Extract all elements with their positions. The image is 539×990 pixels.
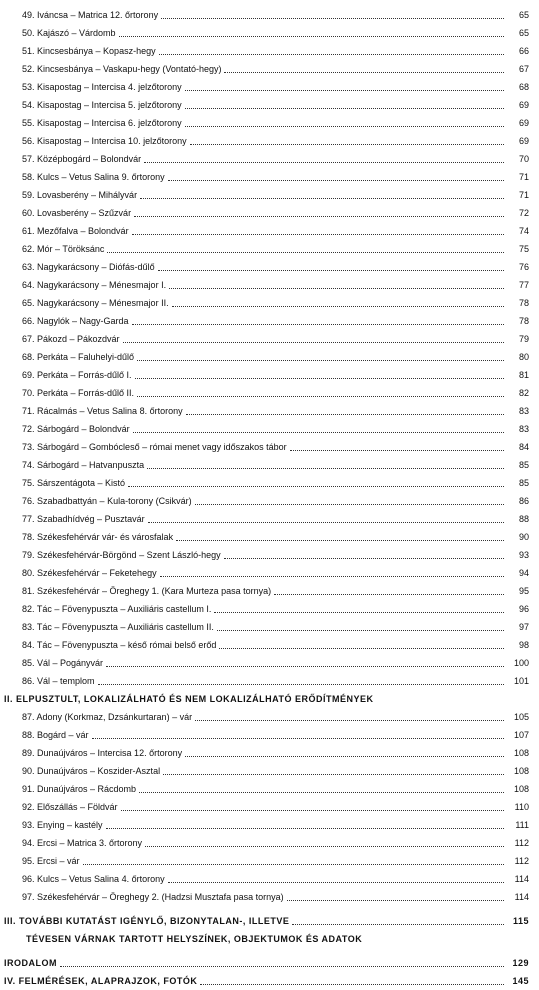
leader-dots bbox=[148, 521, 504, 523]
leader-dots bbox=[292, 923, 504, 925]
leader-dots bbox=[287, 899, 504, 901]
entry-title: 62. Mór – Töröksánc bbox=[22, 244, 105, 254]
leader-dots bbox=[145, 845, 504, 847]
entry-title: 59. Lovasberény – Mihályvár bbox=[22, 190, 138, 200]
leader-dots bbox=[137, 395, 504, 397]
page-number: 84 bbox=[518, 442, 529, 452]
leader-dots bbox=[214, 611, 504, 613]
toc-entry[interactable] bbox=[0, 420, 539, 438]
toc-entry[interactable] bbox=[0, 546, 539, 564]
toc-entry[interactable] bbox=[0, 780, 539, 798]
leader-dots bbox=[121, 809, 504, 811]
entry-title: 97. Székesfehérvár – Öreghegy 2. (Hadzsi Musztafa pasa tornya) bbox=[22, 892, 284, 902]
entry-title: 66. Nagylók – Nagy-Garda bbox=[22, 316, 129, 326]
page-number: 110 bbox=[514, 802, 529, 812]
toc-list-part1 bbox=[0, 6, 539, 690]
entry-title: 96. Kulcs – Vetus Salina 4. őrtorony bbox=[22, 874, 165, 884]
page-number: 85 bbox=[518, 478, 529, 488]
page-number: 96 bbox=[518, 604, 529, 614]
toc-entry[interactable] bbox=[0, 24, 539, 42]
entry-title: 81. Székesfehérvár – Öreghegy 1. (Kara Murteza pasa tornya) bbox=[22, 586, 272, 596]
leader-dots bbox=[185, 89, 504, 91]
entry-title: 54. Kisapostag – Intercisa 5. jelzőtorony bbox=[22, 100, 182, 110]
leader-dots bbox=[190, 143, 504, 145]
page-number: 90 bbox=[518, 532, 529, 542]
page-number: 68 bbox=[518, 82, 529, 92]
toc-entry[interactable] bbox=[0, 96, 539, 114]
leader-dots bbox=[172, 305, 504, 307]
toc-entry[interactable] bbox=[0, 564, 539, 582]
toc-entry[interactable] bbox=[0, 456, 539, 474]
leader-dots bbox=[195, 503, 504, 505]
leader-dots bbox=[98, 683, 504, 685]
page-number: 88 bbox=[518, 514, 529, 524]
page-number: 101 bbox=[513, 676, 529, 686]
entry-title: 83. Tác – Fövenypuszta – Auxiliáris castellum II. bbox=[22, 622, 214, 632]
section-heading-3-continuation bbox=[0, 930, 539, 948]
page-number: 72 bbox=[518, 208, 529, 218]
page-number: 112 bbox=[514, 856, 529, 866]
toc-entry[interactable] bbox=[0, 330, 539, 348]
entry-title: 85. Vál – Pogányvár bbox=[22, 658, 104, 668]
page-number: 129 bbox=[512, 958, 529, 968]
toc-entry[interactable] bbox=[0, 204, 539, 222]
leader-dots bbox=[185, 125, 504, 127]
leader-dots bbox=[195, 719, 504, 721]
toc-entry[interactable] bbox=[0, 492, 539, 510]
page-number: 71 bbox=[518, 190, 529, 200]
toc-entry[interactable] bbox=[0, 366, 539, 384]
section-title: IV. FELMÉRÉSEK, ALAPRAJZOK, FOTÓK bbox=[4, 976, 198, 986]
page-number: 94 bbox=[518, 568, 529, 578]
entry-title: 58. Kulcs – Vetus Salina 9. őrtorony bbox=[22, 172, 165, 182]
toc-entry[interactable] bbox=[0, 636, 539, 654]
entry-title: 57. Középbogárd – Bolondvár bbox=[22, 154, 142, 164]
entry-title: 82. Tác – Fövenypuszta – Auxiliáris castellum I. bbox=[22, 604, 212, 614]
toc-entry[interactable] bbox=[0, 798, 539, 816]
toc-entry[interactable] bbox=[0, 528, 539, 546]
page-number: 69 bbox=[518, 118, 529, 128]
entry-title: 53. Kisapostag – Intercisa 4. jelzőtorony bbox=[22, 82, 182, 92]
page-number: 93 bbox=[518, 550, 529, 560]
leader-dots bbox=[290, 449, 504, 451]
leader-dots bbox=[219, 647, 504, 649]
page-number: 95 bbox=[518, 586, 529, 596]
leader-dots bbox=[128, 485, 504, 487]
leader-dots bbox=[92, 737, 504, 739]
toc-entry[interactable] bbox=[0, 744, 539, 762]
leader-dots bbox=[169, 287, 504, 289]
toc-entry[interactable] bbox=[0, 240, 539, 258]
entry-title: 86. Vál – templom bbox=[22, 676, 95, 686]
leader-dots bbox=[139, 791, 504, 793]
toc-entry[interactable] bbox=[0, 672, 539, 690]
page-number: 76 bbox=[518, 262, 529, 272]
toc-entry[interactable] bbox=[0, 42, 539, 60]
page-number: 74 bbox=[518, 226, 529, 236]
entry-title: 92. Előszállás – Földvár bbox=[22, 802, 118, 812]
entry-title: 72. Sárbogárd – Bolondvár bbox=[22, 424, 130, 434]
entry-title: 67. Pákozd – Pákozdvár bbox=[22, 334, 120, 344]
leader-dots bbox=[106, 827, 504, 829]
leader-dots bbox=[200, 983, 504, 985]
toc-entry[interactable] bbox=[0, 618, 539, 636]
entry-title: 50. Kajászó – Várdomb bbox=[22, 28, 116, 38]
leader-dots bbox=[158, 269, 504, 271]
leader-dots bbox=[119, 35, 504, 37]
page-number: 67 bbox=[518, 64, 529, 74]
page-number: 145 bbox=[512, 976, 529, 986]
leader-dots bbox=[185, 107, 504, 109]
page-number: 77 bbox=[518, 280, 529, 290]
page-number: 81 bbox=[518, 370, 529, 380]
toc-entry[interactable] bbox=[0, 114, 539, 132]
toc-entry[interactable] bbox=[0, 582, 539, 600]
page-number: 69 bbox=[518, 136, 529, 146]
leader-dots bbox=[83, 863, 504, 865]
table-of-contents bbox=[0, 6, 539, 990]
page-number: 108 bbox=[513, 766, 529, 776]
toc-entry[interactable] bbox=[0, 222, 539, 240]
leader-dots bbox=[159, 53, 504, 55]
page-number: 65 bbox=[518, 10, 529, 20]
toc-entry[interactable] bbox=[0, 870, 539, 888]
leader-dots bbox=[168, 881, 504, 883]
leader-dots bbox=[137, 359, 504, 361]
leader-dots bbox=[168, 179, 504, 181]
entry-title: 77. Szabadhídvég – Pusztavár bbox=[22, 514, 145, 524]
toc-entry[interactable] bbox=[0, 726, 539, 744]
leader-dots bbox=[144, 161, 504, 163]
page-number: 114 bbox=[514, 892, 529, 902]
page-number: 83 bbox=[518, 424, 529, 434]
page-number: 111 bbox=[515, 820, 529, 830]
entry-title: 65. Nagykarácsony – Ménesmajor II. bbox=[22, 298, 169, 308]
page-number: 75 bbox=[518, 244, 529, 254]
leader-dots bbox=[135, 377, 504, 379]
page-number: 108 bbox=[513, 784, 529, 794]
page-number: 100 bbox=[513, 658, 529, 668]
toc-entry[interactable] bbox=[0, 60, 539, 78]
entry-title: 49. Iváncsa – Matrica 12. őrtorony bbox=[22, 10, 159, 20]
page-number: 71 bbox=[518, 172, 529, 182]
entry-title: 94. Ercsi – Matrica 3. őrtorony bbox=[22, 838, 143, 848]
leader-dots bbox=[185, 755, 504, 757]
leader-dots bbox=[224, 71, 504, 73]
page-number: 65 bbox=[518, 28, 529, 38]
leader-dots bbox=[107, 251, 504, 253]
entry-title: 60. Lovasberény – Szűzvár bbox=[22, 208, 132, 218]
leader-dots bbox=[147, 467, 504, 469]
toc-entry[interactable] bbox=[0, 312, 539, 330]
toc-entry[interactable] bbox=[0, 510, 539, 528]
toc-entry[interactable] bbox=[0, 888, 539, 906]
page-number: 114 bbox=[514, 874, 529, 884]
leader-dots bbox=[217, 629, 504, 631]
toc-entry[interactable] bbox=[0, 402, 539, 420]
entry-title: 95. Ercsi – vár bbox=[22, 856, 80, 866]
entry-title: 56. Kisapostag – Intercisa 10. jelzőtorony bbox=[22, 136, 187, 146]
toc-entry[interactable] bbox=[0, 294, 539, 312]
entry-title: 80. Székesfehérvár – Feketehegy bbox=[22, 568, 157, 578]
entry-title: 88. Bogárd – vár bbox=[22, 730, 89, 740]
leader-dots bbox=[140, 197, 504, 199]
leader-dots bbox=[123, 341, 504, 343]
section-title: IRODALOM bbox=[4, 958, 57, 968]
page-number: 85 bbox=[518, 460, 529, 470]
section-title: II. ELPUSZTULT, LOKALIZÁLHATÓ ÉS NEM LOKALIZÁLHATÓ ERŐDÍTMÉNYEK bbox=[4, 694, 374, 704]
leader-dots bbox=[132, 233, 504, 235]
page-number: 98 bbox=[518, 640, 529, 650]
toc-entry[interactable] bbox=[0, 132, 539, 150]
entry-title: 89. Dunaújváros – Intercisa 12. őrtorony bbox=[22, 748, 183, 758]
leader-dots bbox=[106, 665, 504, 667]
entry-title: 64. Nagykarácsony – Ménesmajor I. bbox=[22, 280, 167, 290]
entry-title: 84. Tác – Fövenypuszta – késő római belső erőd bbox=[22, 640, 217, 650]
page-number: 79 bbox=[518, 334, 529, 344]
page-number: 86 bbox=[518, 496, 529, 506]
toc-entry[interactable] bbox=[0, 852, 539, 870]
page-number: 112 bbox=[514, 838, 529, 848]
toc-entry[interactable] bbox=[0, 600, 539, 618]
section-heading-2[interactable] bbox=[0, 690, 539, 708]
leader-dots bbox=[186, 413, 504, 415]
toc-entry[interactable] bbox=[0, 186, 539, 204]
leader-dots bbox=[133, 431, 504, 433]
leader-dots bbox=[163, 773, 504, 775]
entry-title: 71. Rácalmás – Vetus Salina 8. őrtorony bbox=[22, 406, 183, 416]
toc-entry[interactable] bbox=[0, 258, 539, 276]
entry-title: 52. Kincsesbánya – Vaskapu-hegy (Vontató-hegy) bbox=[22, 64, 222, 74]
leader-dots bbox=[176, 539, 504, 541]
entry-title: 90. Dunaújváros – Koszider-Asztal bbox=[22, 766, 161, 776]
toc-entry[interactable] bbox=[0, 276, 539, 294]
page-number: 97 bbox=[518, 622, 529, 632]
toc-entry[interactable] bbox=[0, 762, 539, 780]
toc-entry[interactable] bbox=[0, 6, 539, 24]
toc-entry[interactable] bbox=[0, 384, 539, 402]
section-heading-4[interactable] bbox=[0, 972, 539, 990]
entry-title: 55. Kisapostag – Intercisa 6. jelzőtorony bbox=[22, 118, 182, 128]
entry-title: 93. Enying – kastély bbox=[22, 820, 103, 830]
leader-dots bbox=[274, 593, 504, 595]
toc-entry[interactable] bbox=[0, 168, 539, 186]
entry-title: 63. Nagykarácsony – Diófás-dűlő bbox=[22, 262, 155, 272]
entry-title: 75. Sárszentágota – Kistó bbox=[22, 478, 126, 488]
entry-title: 76. Szabadbattyán – Kula-torony (Csikvár) bbox=[22, 496, 192, 506]
section-heading-3[interactable] bbox=[0, 912, 539, 930]
section-title: III. TOVÁBBI KUTATÁST IGÉNYLŐ, BIZONYTALAN-, ILLETVE bbox=[4, 916, 290, 926]
entry-title: 74. Sárbogárd – Hatvanpuszta bbox=[22, 460, 145, 470]
toc-entry[interactable] bbox=[0, 150, 539, 168]
leader-dots bbox=[134, 215, 504, 217]
entry-title: 68. Perkáta – Faluhelyi-dűlő bbox=[22, 352, 135, 362]
toc-entry[interactable] bbox=[0, 654, 539, 672]
irodalom-heading[interactable] bbox=[0, 954, 539, 972]
entry-title: 69. Perkáta – Forrás-dűlő I. bbox=[22, 370, 132, 380]
entry-title: 79. Székesfehérvár-Börgönd – Szent László-hegy bbox=[22, 550, 221, 560]
leader-dots bbox=[160, 575, 504, 577]
page-number: 105 bbox=[513, 712, 529, 722]
entry-title: 91. Dunaújváros – Rácdomb bbox=[22, 784, 137, 794]
toc-entry[interactable] bbox=[0, 708, 539, 726]
page-number: 108 bbox=[513, 748, 529, 758]
entry-title: 70. Perkáta – Forrás-dűlő II. bbox=[22, 388, 135, 398]
toc-entry[interactable] bbox=[0, 438, 539, 456]
page-number: 107 bbox=[513, 730, 529, 740]
toc-entry[interactable] bbox=[0, 816, 539, 834]
leader-dots bbox=[60, 965, 504, 967]
page-number: 70 bbox=[518, 154, 529, 164]
page-number: 82 bbox=[518, 388, 529, 398]
page-number: 78 bbox=[518, 316, 529, 326]
toc-entry[interactable] bbox=[0, 474, 539, 492]
entry-title: 61. Mezőfalva – Bolondvár bbox=[22, 226, 129, 236]
leader-dots bbox=[161, 17, 504, 19]
toc-list-part2 bbox=[0, 708, 539, 906]
page-number: 66 bbox=[518, 46, 529, 56]
page-number: 115 bbox=[512, 916, 529, 926]
page-number: 69 bbox=[518, 100, 529, 110]
toc-entry[interactable] bbox=[0, 834, 539, 852]
toc-entry[interactable] bbox=[0, 348, 539, 366]
toc-entry[interactable] bbox=[0, 78, 539, 96]
entry-title: 51. Kincsesbánya – Kopasz-hegy bbox=[22, 46, 156, 56]
entry-title: 87. Adony (Korkmaz, Dzsánkurtaran) – vár bbox=[22, 712, 193, 722]
leader-dots bbox=[132, 323, 504, 325]
leader-dots bbox=[224, 557, 504, 559]
section-title-continuation: TÉVESEN VÁRNAK TARTOTT HELYSZÍNEK, OBJEKTUMOK ÉS ADATOK bbox=[26, 934, 363, 944]
page-number: 83 bbox=[518, 406, 529, 416]
page-number: 80 bbox=[518, 352, 529, 362]
page-number: 78 bbox=[518, 298, 529, 308]
entry-title: 78. Székesfehérvár vár- és városfalak bbox=[22, 532, 174, 542]
entry-title: 73. Sárbogárd – Gombócleső – római menet vagy időszakos tábor bbox=[22, 442, 287, 452]
